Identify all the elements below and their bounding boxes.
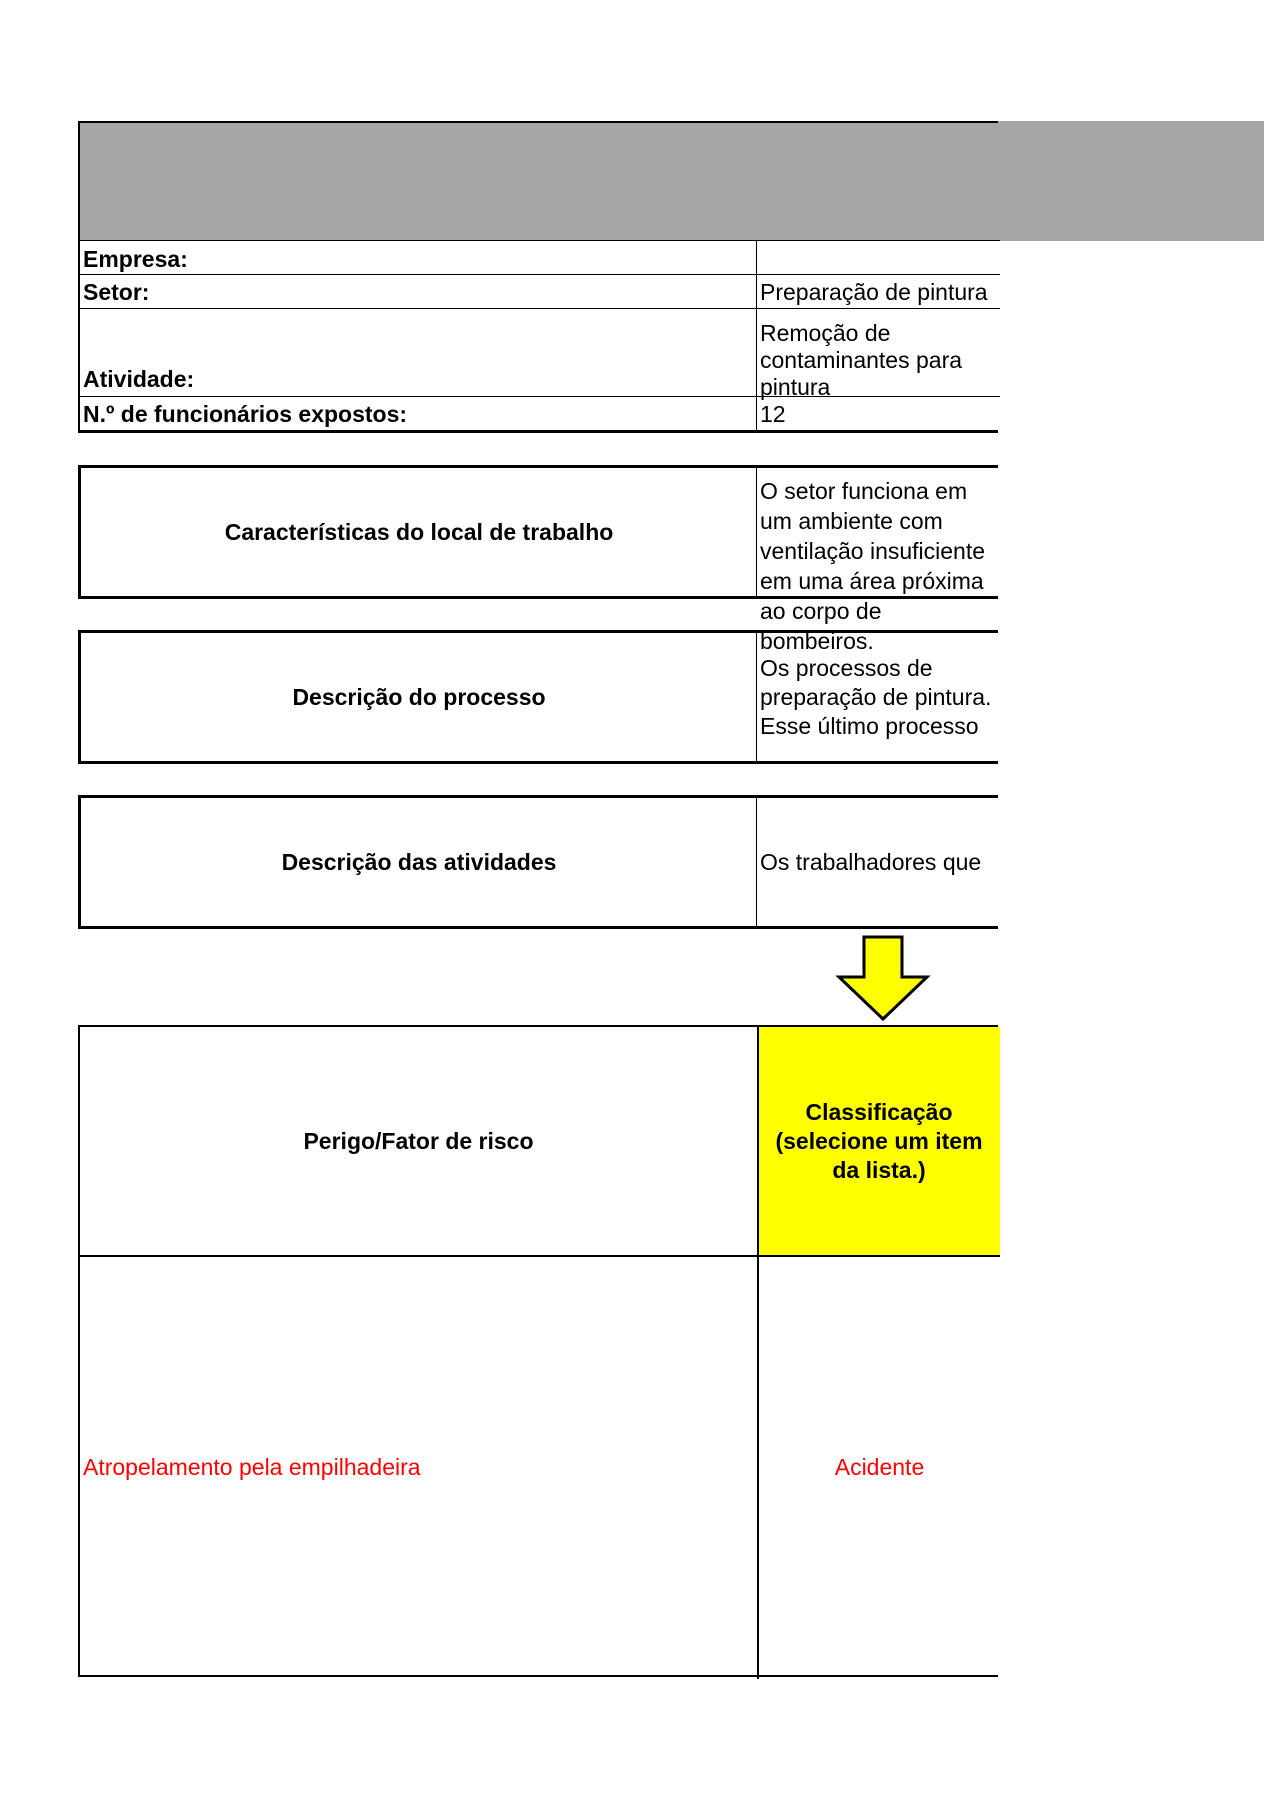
risk-table xyxy=(78,1025,998,1677)
activity-label: Atividade: xyxy=(83,366,195,392)
row-line xyxy=(80,240,1000,241)
activity-value xyxy=(757,318,1000,400)
company-label: Empresa: xyxy=(83,246,188,272)
process-text xyxy=(757,633,1001,761)
classification-header-text: Classificação (selecione um item da lista.) xyxy=(775,1098,983,1183)
exposed-value: 12 xyxy=(760,401,786,427)
header-band-extension xyxy=(998,121,1264,241)
workplace-text-content: O setor funciona em um ambiente com ventilação insuficiente em uma área próxima ao corpo de bombeiros. xyxy=(760,478,986,654)
workplace-text xyxy=(757,474,1001,654)
activities-section xyxy=(78,795,998,929)
header-band xyxy=(78,121,998,241)
process-text-content: Os processos de preparação de pintura. Esse último processo xyxy=(760,654,992,739)
hazard-header: Perigo/Fator de risco xyxy=(303,1127,534,1154)
arrow-down-icon xyxy=(835,933,933,1023)
workplace-label: Características do local de trabalho xyxy=(224,518,614,545)
workplace-section xyxy=(78,465,998,654)
info-block xyxy=(78,240,998,433)
hazard-cell: Atropelamento pela empilhadeira xyxy=(83,1453,421,1480)
process-label: Descrição do processo xyxy=(292,683,546,710)
company-value xyxy=(757,243,1000,275)
sector-label: Setor: xyxy=(83,279,150,305)
row-line xyxy=(80,308,1000,309)
activities-label: Descrição das atividades xyxy=(281,848,557,875)
sector-value: Preparação de pintura xyxy=(760,279,988,305)
exposed-label: N.º de funcionários expostos: xyxy=(83,401,408,427)
classification-header xyxy=(758,1027,1000,1255)
process-section xyxy=(78,630,998,764)
activities-text: Os trabalhadores que xyxy=(760,848,982,875)
classification-cell[interactable]: Acidente xyxy=(834,1453,925,1480)
activity-text: Remoção de contaminantes para pintura xyxy=(760,320,963,400)
